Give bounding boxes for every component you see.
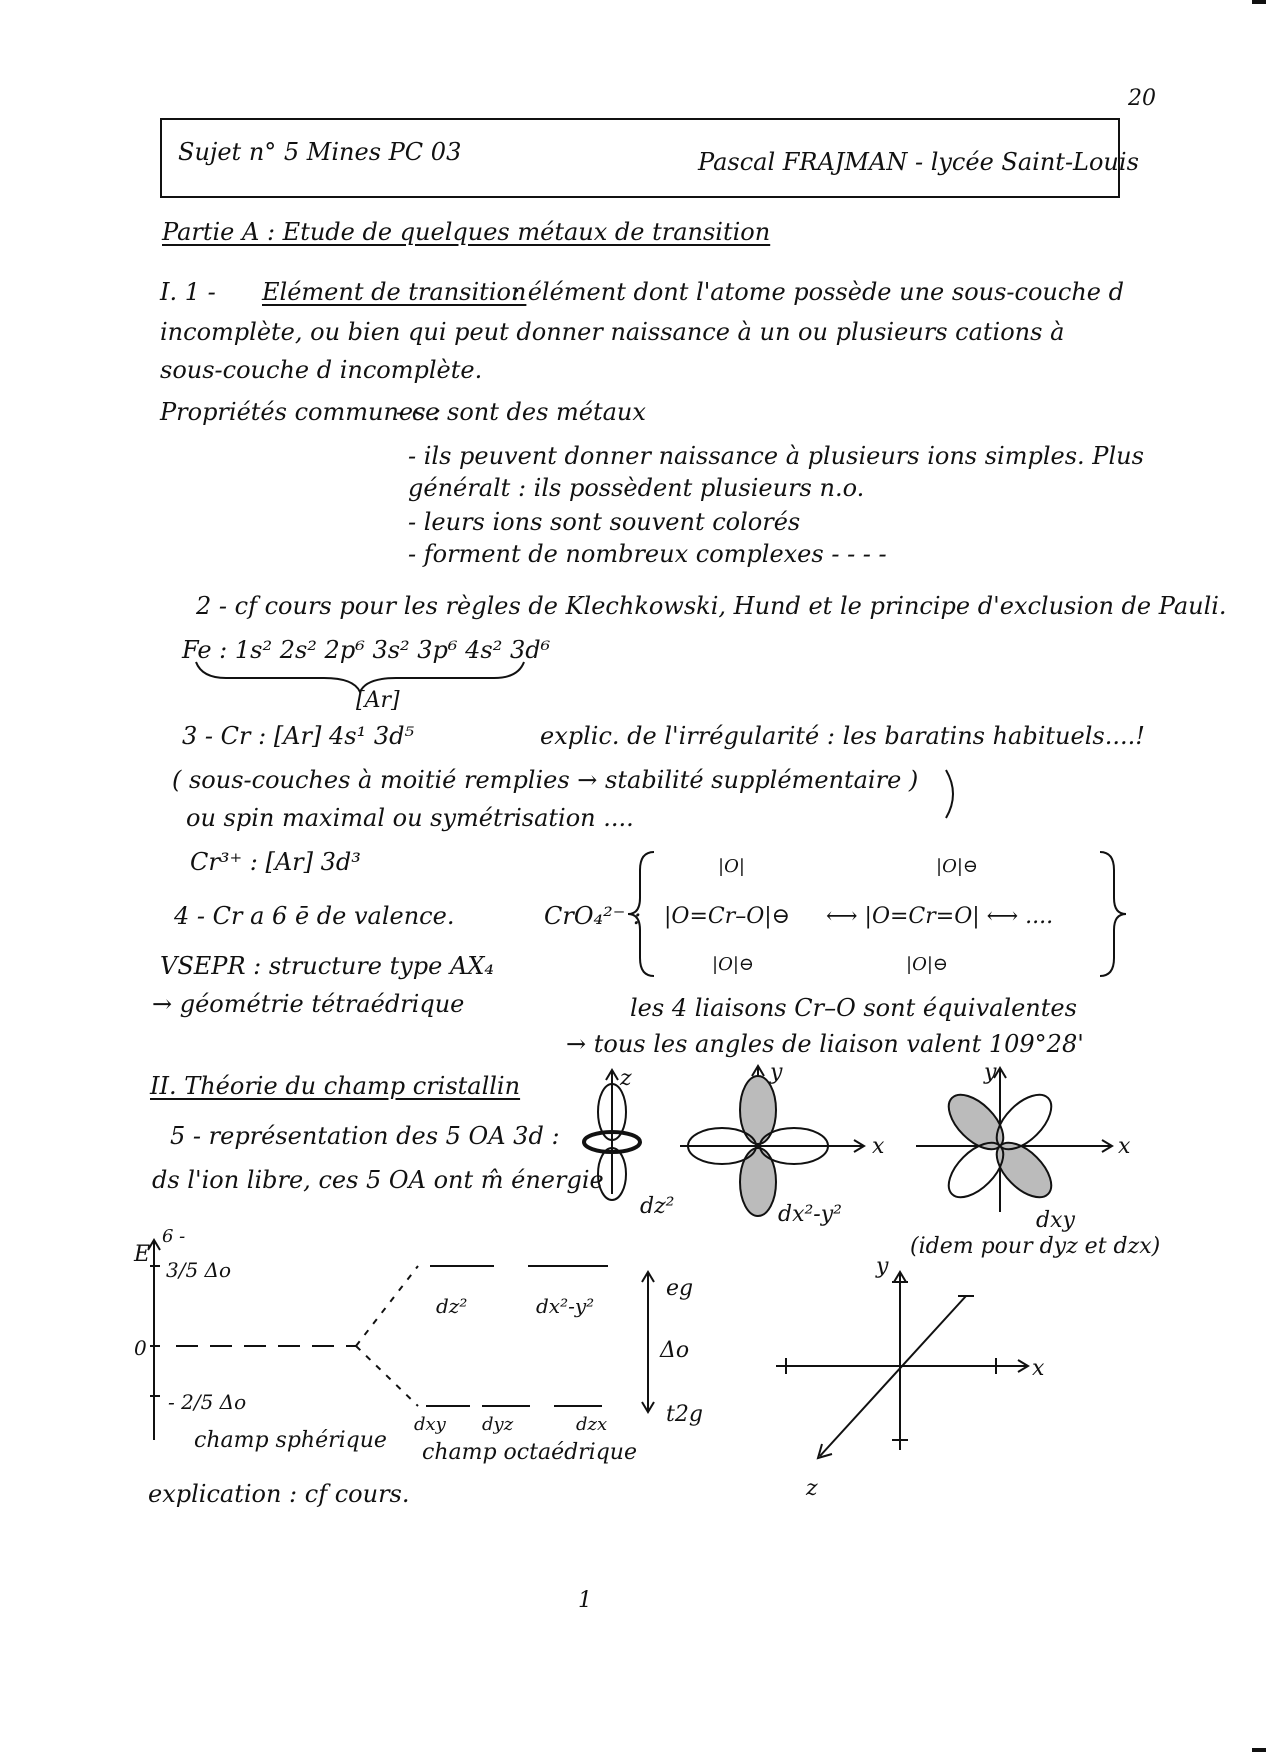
scan-edge-mark — [1252, 0, 1266, 4]
energy-axis-label: E — [134, 1242, 151, 1267]
vsepr-line: VSEPR : structure type AX₄ — [160, 952, 495, 980]
resonance-2-bottom: |O|⊖ — [906, 954, 948, 975]
q3-paren1: ( sous-couches à moitié remplies → stabilité supplémentaire ) — [172, 766, 919, 794]
dx2y2-orbital-drawing — [680, 1066, 864, 1216]
geometry-line: → géométrie tétraédrique — [152, 990, 465, 1018]
dx2y2-axis-y: y — [770, 1060, 783, 1085]
energy-plus: 3/5 Δo — [166, 1258, 232, 1282]
angles-line: → tous les angles de liaison valent 109°28' — [566, 1030, 1084, 1058]
resonance-left-brace — [628, 852, 654, 976]
liaisons-line: les 4 liaisons Cr–O sont équivalentes — [630, 994, 1077, 1022]
q4-line: 4 - Cr a 6 ē de valence. — [174, 902, 455, 930]
q1-prop-3: généralt : ils possèdent plusieurs n.o. — [408, 474, 865, 502]
q1-label: I. 1 - — [160, 278, 216, 306]
resonance-1-middle: |O=Cr–O|⊖ — [664, 904, 791, 929]
q1-line2: incomplète, ou bien qui peut donner naissance à un ou plusieurs cations à — [160, 318, 1065, 346]
q1-prop-1: - ce sont des métaux — [396, 398, 646, 426]
t2g-orbital-dyz: dyz — [482, 1414, 514, 1435]
header-left: Sujet n° 5 Mines PC 03 — [178, 138, 462, 166]
octahedral-axes-drawing — [776, 1272, 1028, 1458]
idem-note: (idem pour dyz et dzx) — [910, 1234, 1161, 1259]
eg-orbital-dz2: dz² — [436, 1294, 468, 1318]
resonance-1-top: |O| — [718, 856, 745, 877]
eg-label: eg — [666, 1276, 694, 1301]
spherical-field-label: champ sphérique — [194, 1428, 387, 1453]
dz2-label: dz² — [640, 1194, 675, 1219]
eg-orbital-dx2y2: dx²-y² — [536, 1294, 595, 1318]
footer-page-number: 1 — [578, 1588, 592, 1613]
section2-title: II. Théorie du champ cristallin — [150, 1072, 521, 1100]
header-right: Pascal FRAJMAN - lycée Saint-Louis — [698, 148, 1139, 176]
q1-prop-4: - leurs ions sont souvent colorés — [408, 508, 801, 536]
cr3-config: Cr³⁺ : [Ar] 3d³ — [190, 848, 361, 876]
axes-y-label: y — [876, 1254, 889, 1279]
q1-line3: sous-couche d incomplète. — [160, 356, 483, 384]
energy-diagram-drawing — [148, 1240, 654, 1440]
energy-six: 6 - — [162, 1226, 186, 1247]
axes-x-label: x — [1032, 1356, 1045, 1381]
ar-label: [Ar] — [356, 688, 400, 713]
t2g-orbital-dzx: dzx — [576, 1414, 608, 1435]
q1-props-label: Propriétés communes : — [160, 398, 442, 426]
dz2-orbital-drawing — [584, 1070, 640, 1200]
resonance-1-bottom: |O|⊖ — [712, 954, 754, 975]
delta-o-label: Δo — [660, 1338, 690, 1363]
page-number-top: 20 — [1128, 86, 1156, 111]
q1-prop-2: - ils peuvent donner naissance à plusieurs ions simples. Plus — [408, 442, 1144, 470]
q2-line: 2 - cf cours pour les règles de Klechkowski, Hund et le principe d'exclusion de Pauli. — [196, 592, 1227, 620]
chromate-formula: CrO₄²⁻ : — [544, 902, 642, 930]
q1-term: Elément de transition — [262, 278, 527, 306]
paren-close — [946, 770, 953, 818]
q3-paren2: ou spin maximal ou symétrisation .... — [186, 804, 634, 832]
energy-minus: - 2/5 Δo — [168, 1390, 247, 1414]
axes-z-label: z — [806, 1476, 818, 1501]
q1-line1: : élément dont l'atome possède une sous-couche d — [512, 278, 1124, 306]
cr-config: 3 - Cr : [Ar] 4s¹ 3d⁵ — [182, 722, 415, 750]
resonance-right-brace — [1100, 852, 1126, 976]
resonance-2-middle: ⟷ |O=Cr=O| ⟷ .... — [826, 904, 1054, 929]
q3-explanation: explic. de l'irrégularité : les baratins habituels....! — [540, 722, 1145, 750]
part-title: Partie A : Etude de quelques métaux de transition — [162, 218, 771, 246]
dxy-axis-x: x — [1118, 1134, 1131, 1159]
explication-line: explication : cf cours. — [148, 1480, 410, 1508]
q5-line1: 5 - représentation des 5 OA 3d : — [170, 1122, 560, 1150]
resonance-2-top: |O|⊖ — [936, 856, 978, 877]
energy-zero: 0 — [134, 1336, 147, 1360]
scan-edge-mark-bottom — [1252, 1748, 1266, 1752]
fe-config: Fe : 1s² 2s² 2p⁶ 3s² 3p⁶ 4s² 3d⁶ — [182, 636, 551, 664]
dx2y2-label: dx²-y² — [778, 1202, 842, 1227]
q1-prop-5: - forment de nombreux complexes - - - - — [408, 540, 887, 568]
t2g-label: t2g — [666, 1402, 703, 1427]
dxy-axis-y: y — [984, 1060, 997, 1085]
dxy-orbital-drawing — [916, 1068, 1112, 1212]
ar-brace — [196, 662, 524, 692]
octahedral-field-label: champ octaédrique — [422, 1440, 637, 1465]
dx2y2-axis-x: x — [872, 1134, 885, 1159]
t2g-orbital-dxy: dxy — [414, 1414, 446, 1435]
dz2-axis-z: z — [620, 1066, 632, 1091]
dxy-label: dxy — [1036, 1208, 1075, 1233]
q5-line2: ds l'ion libre, ces 5 OA ont m̂ énergie — [152, 1166, 604, 1194]
